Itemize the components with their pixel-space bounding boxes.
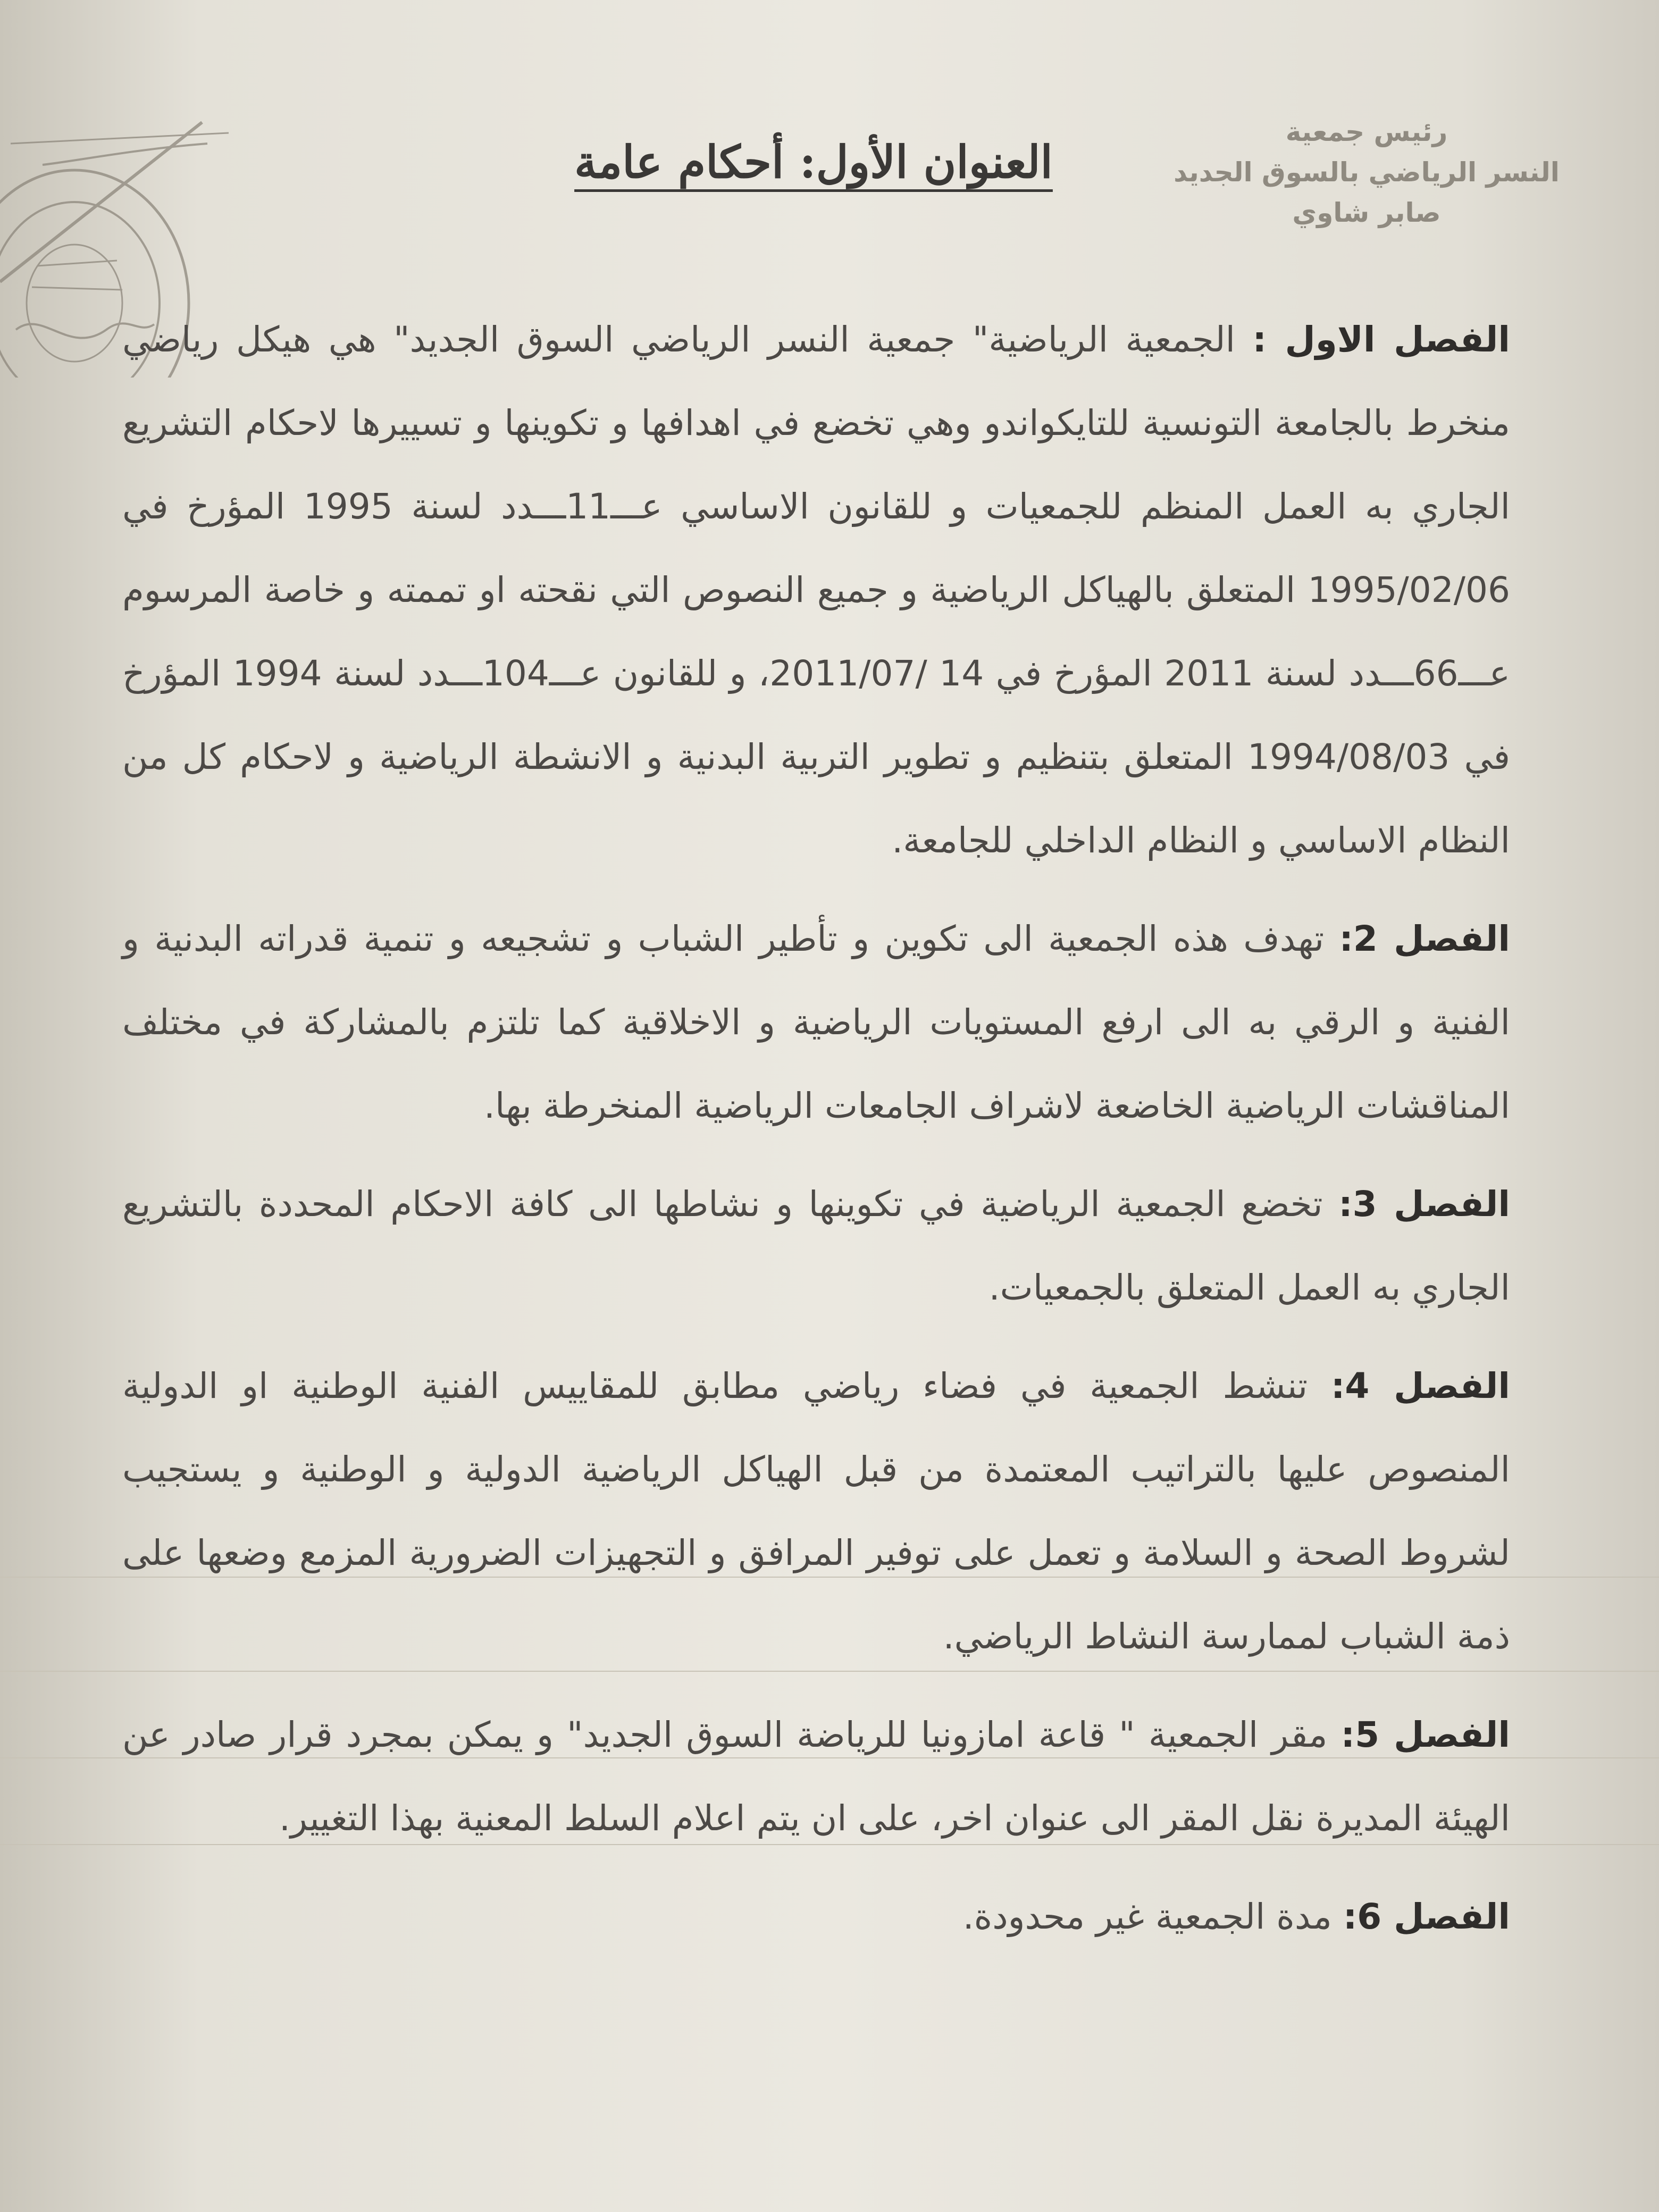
article-label: الفصل 6: [1343, 1896, 1510, 1937]
article-text: تنشط الجمعية في فضاء رياضي مطابق للمقاييس الفنية الوطنية او الدولية المنصوص عليها بالتراتيب المعتمدة من قبل الهياكل الرياضية الدولية و الوطنية و يستجيب لشروط الصحة و السلامة و تعمل على توفير المرافق و التجهيزات الضرورية المزمع وضعها على ذمة الشباب لممارسة النشاط الرياضي. [122, 1365, 1510, 1657]
article-text: الجمعية الرياضية" جمعية النسر الرياضي السوق الجديد" هي هيكل رياضي منخرط بالجامعة التونسية للتايكواندو وهي تخضع في اهدافها و تكوينها و تسييرها لاحكام التشريع الجاري به العمل المنظم للجمعيات و للقانون الاساسي عـــ11ـــدد لسنة 1995 المؤرخ في 1995/02/06 المتعلق بالهياكل الرياضية و جميع النصوص التي نقحته او تممته و خاصة المرسوم عـــ66ـــدد لسنة 2011 المؤرخ في 14 /2011/07، و للقانون عـــ104ـــدد لسنة 1994 المؤرخ في 1994/08/03 المتعلق بتنظيم و تطوير التربية البدنية و الانشطة الرياضية و لاحكام كل من النظام الاساسي و النظام الداخلي للجامعة. [122, 319, 1511, 861]
document-body [122, 298, 1510, 1973]
article-text: مدة الجمعية غير محدودة. [962, 1896, 1332, 1937]
article-label: الفصل 2: [1339, 918, 1511, 959]
letterhead-line: صابر شاوي [1292, 197, 1441, 228]
article-1 [122, 298, 1510, 882]
article-6 [122, 1875, 1510, 1958]
letterhead-line: النسر الرياضي بالسوق الجديد [1174, 157, 1560, 188]
article-label: الفصل الاول : [1252, 319, 1510, 360]
letterhead [1149, 112, 1585, 233]
article-label: الفصل 4: [1331, 1365, 1511, 1406]
article-text: مقر الجمعية " قاعة امازونيا للرياضة السوق الجديد" و يمكن بمجرد قرار صادر عن الهيئة المديرة نقل المقر الى عنوان اخر، على ان يتم اعلام السلط المعنية بهذا التغيير. [122, 1714, 1510, 1839]
letterhead-line: رئيس جمعية [1285, 116, 1448, 147]
article-label: الفصل 3: [1338, 1184, 1511, 1225]
article-2 [122, 897, 1510, 1147]
article-label: الفصل 5: [1340, 1714, 1511, 1755]
article-5 [122, 1693, 1510, 1860]
article-text: تهدف هذه الجمعية الى تكوين و تأطير الشباب و تشجيعه و تنمية قدراته البدنية و الفنية و الرقي به الى ارفع المستويات الرياضية و الاخلاقية كما تلتزم بالمشاركة في مختلف المناقشات الرياضية الخاضعة لاشراف الجامعات الرياضية المنخرطة بها. [122, 918, 1510, 1126]
article-text: تخضع الجمعية الرياضية في تكوينها و نشاطها الى كافة الاحكام المحددة بالتشريع الجاري به العمل المتعلق بالجمعيات. [122, 1184, 1510, 1308]
article-3 [122, 1162, 1510, 1329]
section-title: العنوان الأول: أحكام عامة [574, 136, 1053, 188]
article-4 [122, 1344, 1510, 1678]
